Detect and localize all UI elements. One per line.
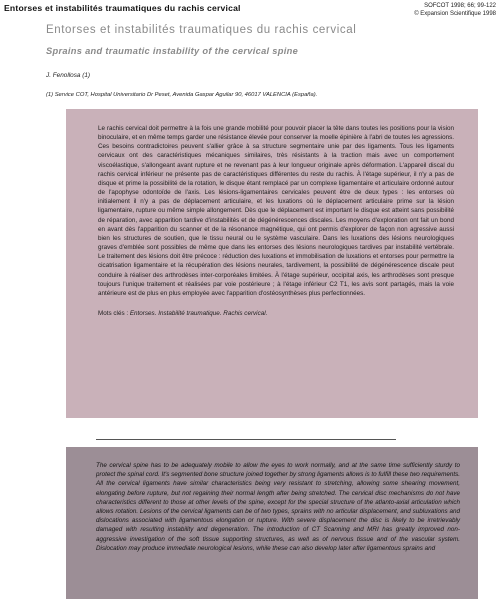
abstract-english: The cervical spine has to be adequately mobile to allow the eyes to work normally, and at the same time sufficiently sturdy to protect the spinal cord. It's segmented bone structure joined together by strong ligaments allows is to fulfill these two requirements. All the cervical ligaments have similar characteristics being very resistant to stretching, allowing some shearing movement, elongating before rupture, but not regaining their normal length after being stretched. The cervical disc mechanisms do not have characteristics different to those at other levels of the spine, except for the special structure of the atlanto-axial articulation which allows rotation. Lesions of the cervical ligaments can be of two types, sprains with no articular displacement, and subluxations and dislocations associated with ligamentous elongation or rupture. With severe displacement the disc is likely to be irretrievably damaged with resulting instability and degeneration. The introduction of CT Scanning and MRI has greatly improved non-aggressive investigation of the soft tissue supporting structures, as well as of nervous tissue and of the vascular system. Dislocation may produce immediate neurological lesions, while these can also develop later after ligamentous sprains and — [96, 462, 460, 552]
article-title-english: Sprains and traumatic instability of the cervical spine — [46, 46, 299, 56]
abstract-english-box — [66, 447, 478, 599]
keywords-values: Entorses. Instabilité traumatique. Rachis cervical. — [129, 309, 268, 317]
copyright: © Expansion Scientifique 1998 — [414, 10, 496, 17]
citation: SOFCOT 1998; 66; 99-122 — [424, 3, 496, 9]
author: J. Fenollosa (1) — [46, 72, 91, 79]
keywords-label: Mots clés : — [98, 309, 129, 317]
affiliation: (1) Service COT, Hospital Universitario Dr Peset, Avenida Gaspar Aguilar 90, 46017 VALENCIA (España). — [46, 92, 318, 98]
abstract-french-box — [66, 109, 478, 418]
keywords — [98, 309, 454, 318]
running-title: Entorses et instabilités traumatiques du rachis cervical — [4, 3, 241, 13]
section-divider — [96, 439, 396, 440]
abstract-french: Le rachis cervical doit permettre à la fois une grande mobilité pour pouvoir placer la tête dans toutes les positions pour la vision binoculaire, et en même temps garder une résistance élevée pour conserver la moelle épinière à l'abri de toutes les agressions. Ces besoins contradictoires peuvent s'allier grâce à sa structure segmentaire unie par des ligaments. Tous les ligaments cervicaux ont des caractéristiques mécaniques similaires, très résistants à la traction mais avec un comportement viscoélastique, s'allongeant avant rupture et ne revenant pas à leur longueur originale après déformation. L'appareil discal du rachis cervical inférieur ne présente pas de caractéristiques différentes du reste du rachis. À l'étage supérieur, il n'y a pas de disque et prime la possibilité de la rotation, le disque étant remplacé par un complexe ligamentaire et articulaire ordonné autour de l'apophyse odontoïde de l'axis. Les lésions-ligamentaires cervicales peuvent être de deux types : les entorses où initialement il n'y a pas de déplacement articulaire, et les luxations où le déplacement articulaire prime sur la lésion ligamentaire, rupture ou même simple allongement. Dès que le déplacement est important le disque est atteint sans possibilité de réparation, avec apparition tardive d'instabilités et de dégénérescences discales. Les moyens d'exploration ont fait un bond en avant dès l'apparition du scanner et de la résonance magnétique, qui ont permis d'explorer de façon non agressive aussi bien les structures de soutien, que le tissu neural ou le système vasculaire. Dans les luxations des lésions neurologiques graves d'emblée sont possibles de même que dans les entorses des lésions neurologiques tardives par instabilité vertébrale. Le traitement des lésions doit être précoce : réduction des luxations et immobilisation de luxations et entorses pour permettre la cicatrisation ligamentaire et la récupération des lésions neurales, tardivement, la possibilité de dégénérescence discale peut conduire à réaliser des arthrodèses inter-corporéales limitées. À l'étage supérieur, occipital axis, les arthrodèses sont presque toujours l'unique traitement et réalisées par voie postérieure ; à l'étage inférieur C2 T1, les avis sont partagés, mais la voie antérieure est de plus en plus employée avec l'apparition d'ostéosynthèses plus perfectionnées. — [98, 125, 454, 297]
article-title-french: Entorses et instabilités traumatiques du rachis cervical — [46, 24, 357, 36]
journal-reference — [414, 3, 496, 18]
